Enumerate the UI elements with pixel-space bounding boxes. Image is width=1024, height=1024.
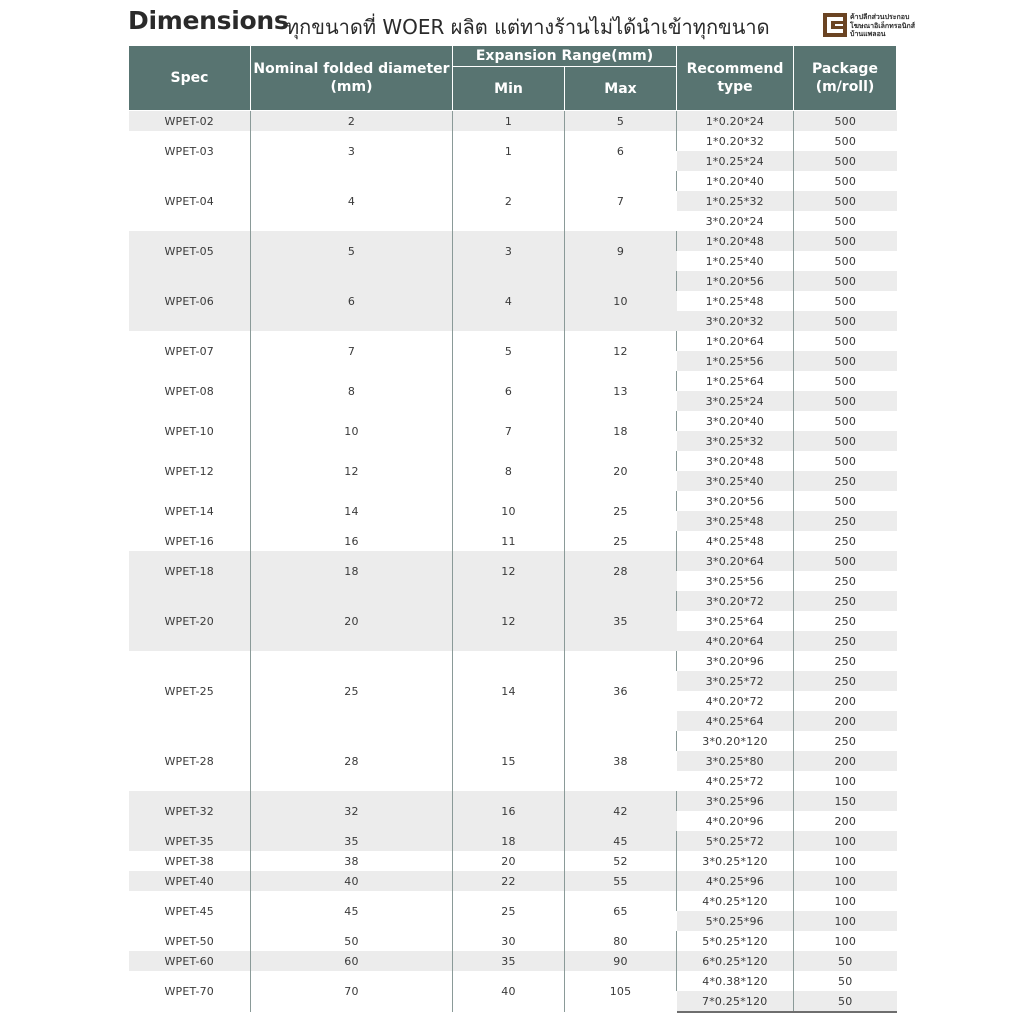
recommend-type-cell: 3*0.25*24 — [677, 391, 794, 411]
table-row — [129, 271, 897, 291]
table-row — [129, 891, 897, 911]
package-cell: 200 — [794, 711, 897, 731]
package-cell: 200 — [794, 811, 897, 831]
recommend-type-cell: 4*0.20*96 — [705, 814, 764, 828]
package-cell: 100 — [794, 771, 897, 791]
spec-cell: WPET-45 — [164, 904, 215, 918]
spec-cell: WPET-14 — [164, 504, 215, 518]
max-cell: 20 — [565, 451, 677, 491]
spec-cell: WPET-70 — [164, 985, 215, 998]
max-cell: 18 — [565, 411, 677, 451]
table-row — [129, 531, 897, 551]
recommend-type-cell: 3*0.25*64 — [705, 614, 764, 628]
nominal-diameter-cell: 28 — [251, 731, 453, 791]
recommend-type-cell: 1*0.25*24 — [677, 151, 794, 171]
min-cell: 3 — [453, 231, 565, 271]
max-cell: 42 — [565, 791, 677, 831]
spec-cell: WPET-03 — [164, 144, 215, 158]
recommend-type-cell: 3*0.25*32 — [677, 431, 794, 451]
package-cell: 500 — [794, 131, 897, 151]
table-row — [129, 451, 897, 471]
recommend-type-cell: 3*0.20*120 — [677, 731, 794, 751]
max-cell: 80 — [565, 931, 677, 951]
package-cell: 250 — [794, 651, 897, 671]
recommend-type-cell: 1*0.25*32 — [677, 191, 794, 211]
recommend-type-cell: 3*0.20*72 — [677, 591, 794, 611]
max-cell: 6 — [565, 131, 677, 171]
logo-text-line: โฆษณาอิเล็กทรอนิกส์ — [850, 21, 915, 30]
dimensions-table — [128, 45, 897, 1013]
table-row — [129, 131, 897, 151]
max-cell: 25 — [565, 491, 677, 531]
package-cell: 250 — [794, 611, 897, 631]
recommend-type-cell: 1*0.20*64 — [677, 331, 794, 351]
recommend-type-cell: 3*0.25*40 — [677, 471, 794, 491]
package-cell: 250 — [794, 631, 897, 651]
nominal-diameter-cell: 45 — [251, 891, 453, 931]
spec-cell: WPET-28 — [164, 754, 215, 768]
max-cell: 13 — [565, 371, 677, 411]
nominal-diameter-cell: 20 — [251, 591, 453, 651]
nominal-diameter-cell: 3 — [251, 131, 453, 171]
recommend-type-cell: 7*0.25*120 — [677, 991, 794, 1012]
min-cell: 1 — [453, 111, 565, 132]
max-cell: 12 — [565, 331, 677, 371]
recommend-type-cell: 1*0.25*48 — [705, 294, 764, 308]
recommend-type-cell: 4*0.25*120 — [677, 891, 794, 911]
table-row — [129, 651, 897, 671]
package-cell: 500 — [794, 491, 897, 511]
package-cell: 500 — [794, 271, 897, 291]
nominal-diameter-cell: 60 — [251, 951, 453, 971]
min-cell: 20 — [453, 851, 565, 871]
package-cell: 500 — [794, 171, 897, 191]
recommend-type-cell: 3*0.25*80 — [677, 751, 794, 771]
max-cell: 105 — [565, 971, 677, 1012]
package-cell: 500 — [794, 251, 897, 271]
table-row — [129, 231, 897, 251]
nominal-diameter-cell: 40 — [251, 871, 453, 891]
header-package: Package (m/roll) — [794, 46, 897, 111]
header-nominal-diameter: Nominal folded diameter (mm) — [251, 46, 453, 111]
recommend-type-cell: 3*0.20*64 — [677, 551, 794, 571]
recommend-type-cell: 6*0.25*120 — [677, 951, 794, 971]
max-cell: 5 — [565, 111, 677, 132]
package-cell: 250 — [794, 671, 897, 691]
package-cell: 500 — [794, 211, 897, 231]
recommend-type-cell: 3*0.20*96 — [677, 651, 794, 671]
nominal-diameter-cell: 35 — [251, 831, 453, 851]
spec-cell: WPET-50 — [164, 934, 215, 948]
recommend-type-cell: 4*0.38*120 — [677, 971, 794, 991]
min-cell: 12 — [453, 551, 565, 591]
package-cell: 500 — [794, 151, 897, 171]
logo-text-line: ค้าปลีกส่วนประกอบ — [850, 13, 910, 21]
table-row — [129, 591, 897, 611]
max-cell: 28 — [565, 551, 677, 591]
max-cell: 45 — [565, 831, 677, 851]
nominal-diameter-cell: 7 — [251, 331, 453, 371]
package-cell: 50 — [794, 951, 897, 971]
min-cell: 18 — [453, 831, 565, 851]
max-cell: 55 — [565, 871, 677, 891]
logo-text — [850, 13, 915, 39]
title-bar — [128, 6, 908, 42]
recommend-type-cell: 5*0.25*72 — [677, 831, 794, 851]
package-cell: 250 — [794, 511, 897, 531]
min-cell: 1 — [453, 131, 565, 171]
package-cell: 500 — [794, 411, 897, 431]
table-row — [129, 331, 897, 351]
min-cell: 40 — [453, 971, 565, 1012]
min-cell: 30 — [453, 931, 565, 951]
nominal-diameter-cell: 16 — [251, 531, 453, 551]
max-cell: 90 — [565, 951, 677, 971]
max-cell: 25 — [565, 531, 677, 551]
spec-cell: WPET-25 — [164, 684, 215, 698]
package-cell: 100 — [794, 931, 897, 951]
spec-cell: WPET-16 — [164, 534, 215, 548]
recommend-type-cell: 1*0.20*56 — [677, 271, 794, 291]
table-row — [129, 491, 897, 511]
package-cell: 250 — [794, 471, 897, 491]
package-cell: 500 — [794, 311, 897, 331]
min-cell: 16 — [453, 791, 565, 831]
nominal-diameter-cell: 6 — [251, 271, 453, 331]
max-cell: 38 — [565, 731, 677, 791]
nominal-diameter-cell: 38 — [251, 851, 453, 871]
package-cell: 200 — [794, 751, 897, 771]
recommend-type-cell: 4*0.25*72 — [705, 774, 764, 788]
spec-cell: WPET-60 — [129, 951, 251, 971]
nominal-diameter-cell: 70 — [251, 971, 453, 1012]
max-cell: 10 — [565, 271, 677, 331]
recommend-type-cell: 4*0.20*72 — [705, 694, 764, 708]
recommend-type-cell: 4*0.25*48 — [677, 531, 794, 551]
recommend-type-cell: 4*0.25*96 — [677, 871, 794, 891]
recommend-type-cell: 3*0.25*72 — [677, 671, 794, 691]
package-cell: 500 — [794, 371, 897, 391]
page-subtitle: ทุกขนาดที่ WOER ผลิต แต่ทางร้านไม่ได้นำเข้าทุกขนาด — [286, 15, 770, 39]
spec-cell: WPET-20 — [129, 591, 251, 651]
package-cell: 250 — [794, 591, 897, 611]
page-title: Dimensions — [128, 6, 289, 35]
max-cell: 65 — [565, 891, 677, 931]
package-cell: 500 — [794, 451, 897, 471]
recommend-type-cell: 4*0.20*64 — [677, 631, 794, 651]
logo-icon — [823, 13, 847, 37]
min-cell: 10 — [453, 491, 565, 531]
nominal-diameter-cell: 10 — [251, 411, 453, 451]
package-cell: 50 — [794, 991, 897, 1012]
package-cell: 100 — [794, 851, 897, 871]
recommend-type-cell: 4*0.25*64 — [677, 711, 794, 731]
spec-cell: WPET-10 — [164, 424, 215, 438]
recommend-type-cell: 3*0.20*40 — [677, 411, 794, 431]
max-cell: 9 — [565, 231, 677, 271]
table-row — [129, 931, 897, 951]
package-cell: 250 — [794, 531, 897, 551]
nominal-diameter-cell: 32 — [251, 791, 453, 831]
package-cell: 500 — [794, 291, 897, 311]
spec-cell: WPET-18 — [129, 551, 251, 591]
header-recommend-type: Recommend type — [677, 46, 794, 111]
recommend-type-cell: 3*0.20*32 — [677, 311, 794, 331]
package-cell: 500 — [794, 111, 897, 132]
package-cell: 100 — [794, 891, 897, 911]
recommend-type-cell: 1*0.25*40 — [705, 254, 764, 268]
nominal-diameter-cell: 12 — [251, 451, 453, 491]
max-cell: 35 — [565, 591, 677, 651]
header-expansion-range: Expansion Range(mm) — [453, 46, 677, 67]
table-row — [129, 171, 897, 191]
min-cell: 4 — [453, 271, 565, 331]
header-min: Min — [453, 67, 565, 111]
package-cell: 500 — [794, 351, 897, 371]
table-row — [129, 371, 897, 391]
spec-cell: WPET-38 — [164, 854, 215, 868]
recommend-type-cell: 1*0.20*40 — [677, 171, 794, 191]
shop-logo — [823, 13, 915, 39]
table-row — [129, 871, 897, 891]
recommend-type-cell: 1*0.20*24 — [677, 111, 794, 132]
spec-cell: WPET-40 — [129, 871, 251, 891]
recommend-type-cell: 3*0.20*24 — [705, 214, 764, 228]
recommend-type-cell: 3*0.20*48 — [677, 451, 794, 471]
table-row — [129, 831, 897, 851]
nominal-diameter-cell: 5 — [251, 231, 453, 271]
spec-cell: WPET-02 — [129, 111, 251, 132]
table-row — [129, 791, 897, 811]
spec-cell: WPET-04 — [164, 194, 215, 208]
min-cell: 6 — [453, 371, 565, 411]
spec-cell: WPET-32 — [129, 791, 251, 831]
package-cell: 500 — [794, 431, 897, 451]
nominal-diameter-cell: 25 — [251, 651, 453, 731]
package-cell: 500 — [794, 551, 897, 571]
recommend-type-cell: 3*0.25*48 — [677, 511, 794, 531]
min-cell: 22 — [453, 871, 565, 891]
nominal-diameter-cell: 50 — [251, 931, 453, 951]
recommend-type-cell: 1*0.25*56 — [677, 351, 794, 371]
recommend-type-cell: 1*0.25*64 — [677, 371, 794, 391]
table-row — [129, 951, 897, 971]
min-cell: 25 — [453, 891, 565, 931]
min-cell: 11 — [453, 531, 565, 551]
package-cell: 500 — [794, 231, 897, 251]
recommend-type-cell: 3*0.20*56 — [677, 491, 794, 511]
min-cell: 12 — [453, 591, 565, 651]
package-cell: 500 — [794, 191, 897, 211]
package-cell: 100 — [794, 831, 897, 851]
spec-cell: WPET-05 — [129, 231, 251, 271]
min-cell: 5 — [453, 331, 565, 371]
package-cell: 250 — [794, 731, 897, 751]
max-cell: 7 — [565, 171, 677, 231]
min-cell: 7 — [453, 411, 565, 451]
recommend-type-cell: 1*0.20*32 — [677, 131, 794, 151]
nominal-diameter-cell: 8 — [251, 371, 453, 411]
spec-cell: WPET-08 — [164, 384, 215, 398]
table-row — [129, 851, 897, 871]
min-cell: 14 — [453, 651, 565, 731]
package-cell: 100 — [794, 911, 897, 931]
header-max: Max — [565, 67, 677, 111]
package-cell: 500 — [794, 331, 897, 351]
package-cell: 200 — [794, 691, 897, 711]
nominal-diameter-cell: 14 — [251, 491, 453, 531]
package-cell: 100 — [794, 871, 897, 891]
package-cell: 50 — [794, 971, 897, 991]
package-cell: 150 — [794, 791, 897, 811]
min-cell: 2 — [453, 171, 565, 231]
recommend-type-cell: 5*0.25*120 — [677, 931, 794, 951]
nominal-diameter-cell: 18 — [251, 551, 453, 591]
spec-cell: WPET-35 — [129, 831, 251, 851]
min-cell: 35 — [453, 951, 565, 971]
table-row — [129, 971, 897, 991]
table-body — [129, 111, 897, 1013]
min-cell: 15 — [453, 731, 565, 791]
recommend-type-cell: 3*0.25*96 — [677, 791, 794, 811]
nominal-diameter-cell: 4 — [251, 171, 453, 231]
max-cell: 52 — [565, 851, 677, 871]
table-row — [129, 551, 897, 571]
table-row — [129, 411, 897, 431]
table-row — [129, 731, 897, 751]
logo-text-line: บ้านแพลอน — [850, 30, 886, 38]
table-row — [129, 111, 897, 132]
package-cell: 500 — [794, 391, 897, 411]
spec-cell: WPET-07 — [164, 344, 215, 358]
nominal-diameter-cell: 2 — [251, 111, 453, 132]
header-spec: Spec — [129, 46, 251, 111]
spec-cell: WPET-06 — [129, 271, 251, 331]
recommend-type-cell: 3*0.25*56 — [705, 574, 764, 588]
recommend-type-cell: 5*0.25*96 — [677, 911, 794, 931]
spec-cell: WPET-12 — [164, 464, 215, 478]
min-cell: 8 — [453, 451, 565, 491]
package-cell: 250 — [794, 571, 897, 591]
recommend-type-cell: 1*0.20*48 — [677, 231, 794, 251]
recommend-type-cell: 3*0.25*120 — [677, 851, 794, 871]
max-cell: 36 — [565, 651, 677, 731]
